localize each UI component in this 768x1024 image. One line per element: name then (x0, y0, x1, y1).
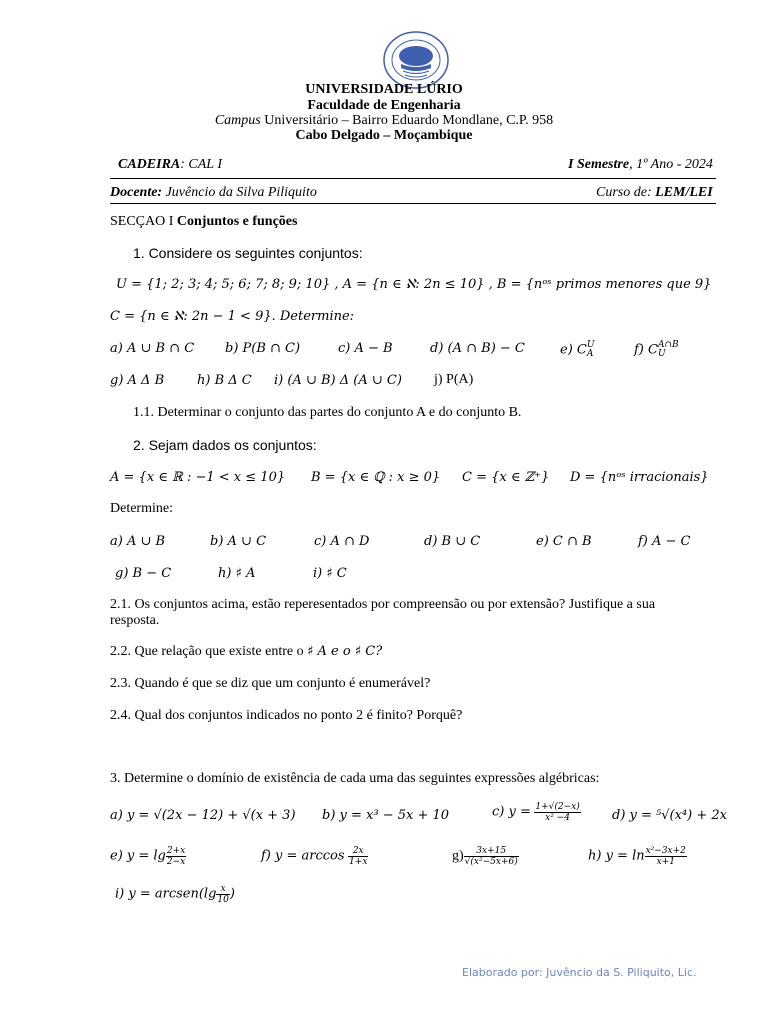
q3-item-h (588, 846, 687, 867)
curso-value: LEM/LEI (655, 185, 713, 200)
q22-line (110, 644, 382, 660)
q1-item-b: b) P(B ∩ C) (225, 341, 301, 356)
q1-sub1: 1.1. Determinar o conjunto das partes do conjunto A e do conjunto B. (133, 405, 522, 420)
q1-item-c: c) A − B (338, 341, 393, 356)
q2-item-f: f) A − C (638, 534, 691, 549)
q3-item-c-prefix: c) y = (492, 804, 531, 820)
campus-line (0, 113, 768, 129)
q2-set-b: B = {x ∈ ℚ : x ≥ 0} (311, 470, 441, 485)
q3-item-g-prefix: g) (452, 848, 464, 864)
q3-item-i-suffix: ) (229, 886, 235, 902)
campus-rest: Universitário – Bairro Eduardo Mondlane, C.P. 958 (264, 113, 554, 128)
semester-value: , 1º Ano - 2024 (629, 157, 713, 172)
q1-item-h: h) B Δ C (197, 373, 252, 388)
q2-item-i: i) ♯ C (313, 566, 347, 581)
q3-item-i-num: x (216, 884, 229, 895)
q2-intro: 2. Sejam dados os conjuntos: (133, 437, 317, 453)
region-line: Cabo Delgado – Moçambique (295, 128, 473, 143)
q1-item-e-label: e) C (560, 342, 587, 358)
q2-determine: Determine: (110, 501, 173, 516)
q23-line: 2.3. Quando é que se diz que um conjunto é enumerável? (110, 676, 431, 691)
q3-item-e-prefix: e) y = lg (110, 848, 166, 864)
q21-line2: resposta. (110, 613, 160, 628)
section-prefix: SECÇAO I (110, 214, 174, 229)
q1-item-f (634, 341, 679, 359)
q3-item-d: d) y = ⁵√(x⁴) + 2x (612, 808, 727, 823)
q2-item-c: c) A ∩ D (314, 534, 370, 549)
q3-item-i-den: 10 (217, 895, 229, 905)
q21-line1: 2.1. Os conjuntos acima, estão reperesentados por compreensão ou por extensão? Justifique a sua (110, 597, 656, 612)
q22-math: ♯ A e o ♯ C? (307, 644, 383, 659)
cadeira-line (118, 157, 222, 173)
q1-item-d: d) (A ∩ B) − C (430, 341, 525, 356)
university-logo (381, 30, 451, 90)
q3-item-e-num: 2+x (166, 846, 186, 856)
divider-2 (110, 203, 716, 204)
q3-item-g-den: √(x²−5x+6) (464, 857, 518, 867)
q2-item-b: b) A ∪ C (210, 534, 267, 549)
q2-set-c: C = {x ∈ ℤ⁺} (462, 470, 550, 485)
q1-item-f-sub: U (657, 349, 666, 359)
university-name: UNIVERSIDADE LÚRIO (305, 82, 463, 97)
q3-item-e (110, 846, 186, 867)
semester-label: I Semestre (568, 157, 630, 172)
q2-set-d: D = {nᵒˢ irracionais} (570, 470, 709, 485)
q24-line: 2.4. Qual dos conjuntos indicados no ponto 2 é finito? Porquê? (110, 708, 463, 723)
q3-item-g-num: 3x+15 (464, 846, 519, 857)
q1-item-e (560, 341, 594, 359)
q1-item-g: g) A Δ B (110, 373, 165, 388)
q1-intro: 1. Considere os seguintes conjuntos: (133, 245, 363, 261)
q3-item-f (261, 846, 368, 867)
q3-item-e-den: 2−x (166, 857, 186, 867)
q1-item-e-sub: A (586, 349, 594, 359)
divider-1 (110, 178, 716, 179)
q1-item-a: a) A ∪ B ∩ C (110, 341, 195, 356)
q3-item-f-prefix: f) y = arccos (261, 848, 345, 864)
q1-item-e-sup: U (586, 340, 595, 350)
q1-item-f-label: f) C (634, 342, 658, 358)
q2-item-e: e) C ∩ B (536, 534, 592, 549)
q1-line2: C = {n ∈ ℵ: 2n − 1 < 9}. Determine: (110, 309, 355, 324)
docente-value: Juvêncio da Silva Piliquito (165, 185, 317, 200)
q3-item-c (492, 802, 581, 823)
q2-item-d: d) B ∪ C (424, 534, 481, 549)
cadeira-label: CADEIRA (118, 157, 181, 172)
q3-item-h-den: x+1 (656, 857, 675, 867)
q3-item-f-den: 1+x (349, 857, 368, 867)
curso-line (596, 185, 713, 201)
q3-item-c-den: x² −4 (545, 813, 570, 823)
q3-item-i (115, 884, 235, 905)
q3-item-a: a) y = √(2x − 12) + √(x + 3) (110, 808, 296, 823)
q1-item-f-sup: A∩B (657, 340, 679, 350)
q3-item-h-num: x²−3x+2 (645, 846, 686, 856)
q2-item-a: a) A ∪ B (110, 534, 166, 549)
semester-line (568, 157, 713, 173)
q3-item-h-prefix: h) y = ln (588, 848, 645, 864)
q2-item-g: g) B − C (115, 566, 172, 581)
q3-item-g (452, 846, 519, 867)
q2-set-a: A = {x ∈ ℝ : −1 < x ≤ 10} (110, 470, 286, 485)
campus-word: Campus (214, 113, 261, 128)
q2-item-h: h) ♯ A (218, 566, 256, 581)
q3-item-f-num: 2x (348, 846, 368, 857)
q1-item-j: j) P(A) (434, 372, 474, 387)
section-name: Conjuntos e funções (176, 214, 298, 229)
faculty-name: Faculdade de Engenharia (307, 98, 461, 113)
footer-credit: Elaborado por: Juvêncio da S. Piliquito, Lic. (462, 966, 697, 979)
q1-item-i: i) (A ∪ B) Δ (A ∪ C) (274, 373, 402, 388)
section-title (110, 214, 297, 230)
q3-item-b: b) y = x³ − 5x + 10 (322, 808, 450, 823)
q3-item-i-prefix: i) y = arcsen(lg (115, 886, 217, 902)
q22-text: 2.2. Que relação que existe entre o (110, 644, 308, 659)
q3-item-c-num: 1+√(2−x) (535, 802, 580, 812)
curso-label: Curso de: (596, 185, 652, 200)
q3-intro: 3. Determine o domínio de existência de cada uma das seguintes expressões algébricas: (110, 771, 600, 786)
docente-line (110, 185, 317, 201)
cadeira-value: : CAL I (180, 157, 222, 172)
q1-line1: U = {1; 2; 3; 4; 5; 6; 7; 8; 9; 10} , A = {n ∈ ℵ: 2n ≤ 10} , B = {nᵒˢ primos menores que 9} (116, 277, 712, 292)
docente-label: Docente: (110, 185, 163, 200)
